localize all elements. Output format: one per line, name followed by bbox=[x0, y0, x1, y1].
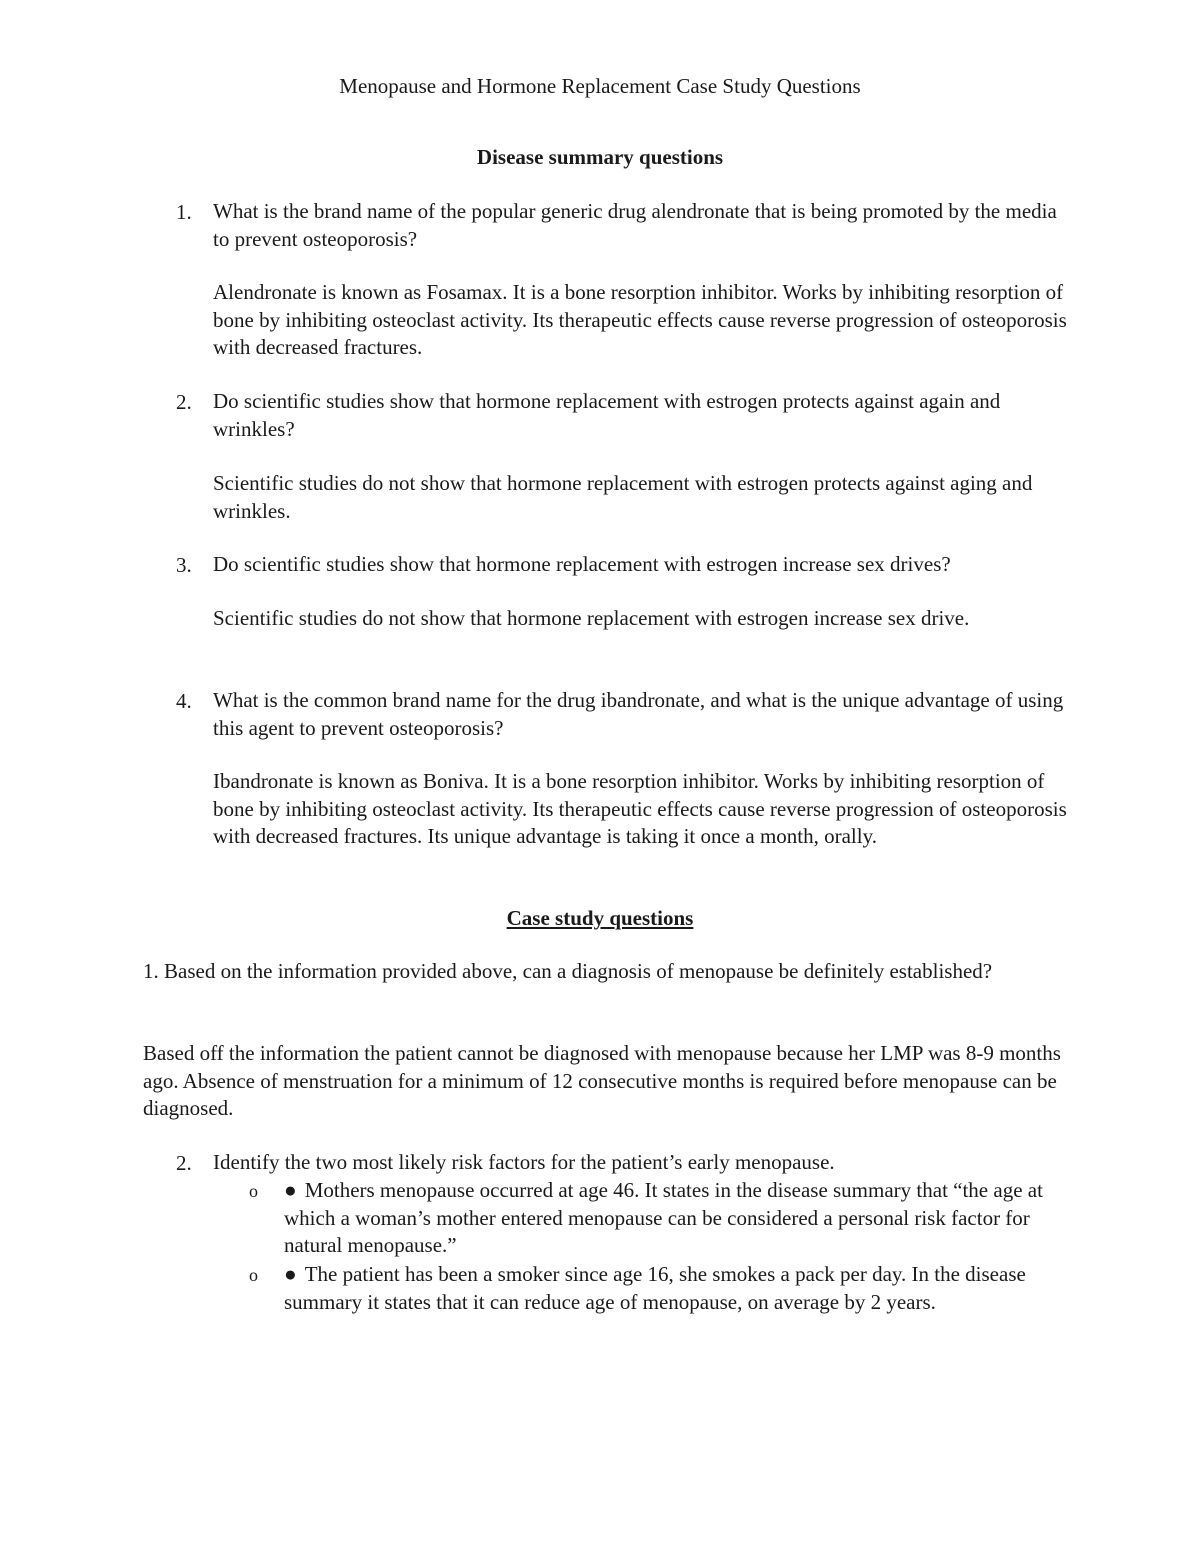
question-number: 1. bbox=[176, 200, 192, 224]
question-text: What is the common brand name for the drug ibandronate, and what is the unique advantage of using this agent to prevent osteoporosis? bbox=[213, 688, 1064, 740]
case-question-text: Identify the two most likely risk factors for the patient’s early menopause. bbox=[213, 1150, 835, 1174]
answer-text: Scientific studies do not show that hormone replacement with estrogen protects against aging and wrinkles. bbox=[213, 471, 1033, 523]
bullet-dot-icon: ● bbox=[284, 1262, 297, 1286]
question-text: What is the brand name of the popular generic drug alendronate that is being promoted by the media to prevent osteoporosis? bbox=[213, 199, 1057, 251]
question-number: 4. bbox=[176, 689, 192, 713]
question-number: 3. bbox=[176, 553, 192, 577]
bullet-marker: o bbox=[249, 1181, 258, 1201]
answer-text: Ibandronate is known as Boniva. It is a bone resorption inhibitor. Works by inhibiting resorption of bone by inhibiting osteoclast activity. Its therapeutic effects cause reverse progression of osteoporosis with decreased fractures. Its unique advantage is taking it once a month, orally. bbox=[213, 769, 1067, 848]
case-question-number: 2. bbox=[176, 1151, 192, 1175]
bullet-marker: o bbox=[249, 1265, 258, 1285]
case-study-heading bbox=[0, 904, 1200, 932]
bullet-text: Mothers menopause occurred at age 46. It states in the disease summary that “the age at which a woman’s mother entered menopause can be considered a personal risk factor for natural menopause.” bbox=[284, 1178, 1043, 1257]
document-title: Menopause and Hormone Replacement Case Study Questions bbox=[339, 74, 861, 98]
answer-text: Alendronate is known as Fosamax. It is a bone resorption inhibitor. Works by inhibiting resorption of bone by inhibiting osteoclast activity. Its therapeutic effects cause reverse progression of osteoporosis with decreased fractures. bbox=[213, 280, 1067, 359]
disease-summary-heading: Disease summary questions bbox=[476, 145, 724, 169]
bullet-item bbox=[284, 1177, 1074, 1260]
question-text: Do scientific studies show that hormone replacement with estrogen protects against again and wrinkles? bbox=[213, 389, 1001, 441]
question-number: 2. bbox=[176, 390, 192, 414]
case-study-heading-text: Case study questions bbox=[506, 906, 694, 930]
case-question-text: 1. Based on the information provided above, can a diagnosis of menopause be definitely established? bbox=[143, 959, 993, 983]
answer-text: Scientific studies do not show that hormone replacement with estrogen increase sex drive. bbox=[213, 606, 970, 630]
bullet-item bbox=[284, 1261, 1074, 1316]
bullet-text: The patient has been a smoker since age 16, she smokes a pack per day. In the disease summary it states that it can reduce age of menopause, on average by 2 years. bbox=[284, 1262, 1026, 1314]
question-text: Do scientific studies show that hormone replacement with estrogen increase sex drives? bbox=[213, 552, 951, 576]
case-answer-text: Based off the information the patient cannot be diagnosed with menopause because her LMP was 8-9 months ago. Absence of menstruation for a minimum of 12 consecutive months is required before menopause can be diagnosed. bbox=[143, 1041, 1061, 1120]
bullet-dot-icon: ● bbox=[284, 1178, 297, 1202]
